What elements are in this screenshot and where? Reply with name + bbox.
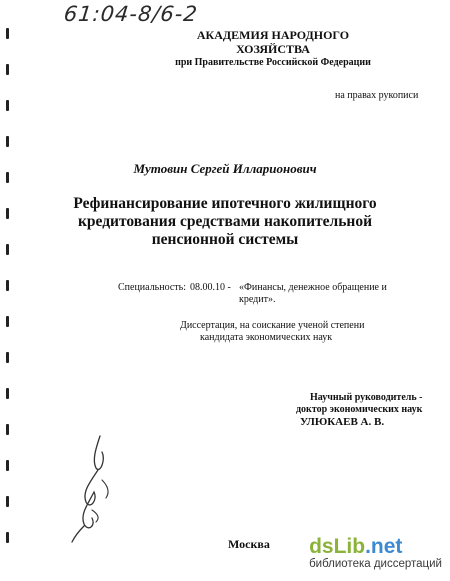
dissertation-title [70, 195, 380, 249]
supervisor-block [296, 392, 446, 428]
archive-code: 61:04-8/6-2 [62, 2, 200, 26]
specialty-code: 08.00.10 - [190, 282, 231, 293]
specialty-name: «Финансы, денежное обращение и кредит». [239, 282, 387, 305]
title-line: Рефинансирование ипотечного жилищного [73, 195, 377, 212]
watermark-tagline: библиотека диссертаций [309, 558, 442, 570]
rights-note: на правах рукописи [335, 90, 419, 101]
watermark-logo [309, 536, 442, 571]
supervisor-degree: доктор экономических наук [296, 404, 423, 415]
title-line: кредитования средствами накопительной [77, 213, 373, 230]
degree-line: кандидата экономических наук [200, 332, 333, 343]
watermark-brand [309, 536, 442, 558]
institution-name: АКАДЕМИЯ НАРОДНОГО ХОЗЯЙСТВА [196, 28, 350, 56]
supervisor-role: Научный руководитель - [310, 392, 423, 403]
institution-header [173, 28, 373, 70]
watermark-brand-part2: .net [365, 535, 403, 558]
degree-statement [180, 320, 390, 344]
handwritten-signature [62, 430, 132, 545]
title-line: пенсионной системы [151, 231, 299, 248]
author-name: Мутовин Сергей Илларионович [133, 161, 317, 176]
city: Москва [228, 537, 270, 551]
degree-line: Диссертация, на соискание ученой степени [180, 320, 365, 331]
binding-marks [6, 28, 20, 548]
specialty-label: Специальность: [118, 282, 186, 293]
institution-affiliation: при Правительстве Российской Федерации [175, 57, 371, 68]
watermark-brand-part1: dsLib [309, 535, 366, 558]
supervisor-name: УЛЮКАЕВ А. В. [300, 416, 385, 428]
